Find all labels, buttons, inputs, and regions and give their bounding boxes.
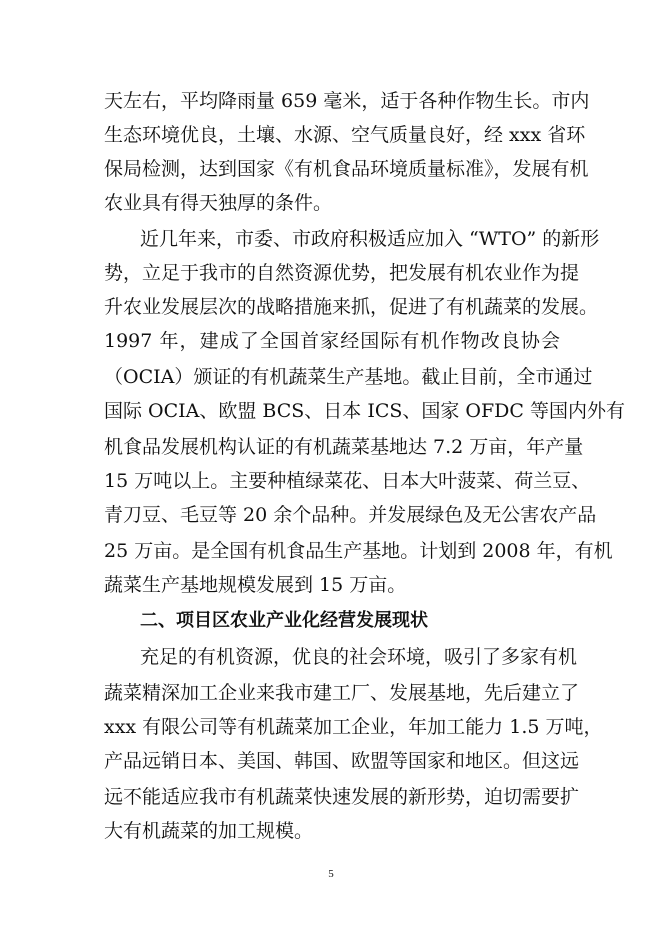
text-line: 大有机蔬菜的加工规模。: [104, 820, 314, 842]
text-line: 25 万亩。是全国有机食品生产基地。计划到 2008 年，有机: [104, 540, 613, 562]
text-line: 1997 年，建成了全国首家经国际有机作物改良协会: [104, 330, 560, 352]
text-line: 保局检测，达到国家《有机食品环境质量标准》，发展有机: [104, 158, 589, 180]
text-line: 充足的有机资源，优良的社会环境，吸引了多家有机: [140, 646, 578, 668]
text-line: 机食品发展机构认证的有机蔬菜基地达 7.2 万亩，年产量: [104, 436, 584, 458]
section-heading: 二、项目区农业产业化经营发展现状: [140, 610, 428, 631]
text-line: 势，立足于我市的自然资源优势，把发展有机农业作为提: [104, 262, 580, 284]
text-line: 农业具有得天独厚的条件。: [104, 192, 333, 214]
text-line: （OCIA）颁证的有机蔬菜生产基地。截止目前，全市通过: [104, 366, 593, 388]
text-line: 生态环境优良，土壤、水源、空气质量良好，经 xxx 省环: [104, 124, 586, 146]
text-line: 升农业发展层次的战略措施来抓，促进了有机蔬菜的发展。: [104, 296, 599, 318]
text-line: 蔬菜生产基地规模发展到 15 万亩。: [104, 574, 407, 596]
page-number: 5: [328, 868, 334, 880]
text-line: xxx 有限公司等有机蔬菜加工企业，年加工能力 1.5 万吨，: [104, 716, 603, 738]
text-line: 15 万吨以上。主要种植绿菜花、日本大叶菠菜、荷兰豆、: [104, 470, 591, 492]
text-line: 国际 OCIA、欧盟 BCS、日本 ICS、国家 OFDC 等国内外有: [104, 400, 625, 422]
text-line: 蔬菜精深加工企业来我市建工厂、发展基地，先后建立了: [104, 682, 580, 704]
text-line: 远不能适应我市有机蔬菜快速发展的新形势，迫切需要扩: [104, 786, 580, 808]
text-line: 青刀豆、毛豆等 20 余个品种。并发展绿色及无公害农产品: [104, 504, 597, 526]
text-line: 近几年来，市委、市政府积极适应加入 “WTO” 的新形: [140, 228, 600, 250]
text-line: 产品远销日本、美国、韩国、欧盟等国家和地区。但这远: [104, 750, 580, 772]
text-line: 天左右，平均降雨量 659 毫米，适于各种作物生长。市内: [104, 90, 590, 112]
